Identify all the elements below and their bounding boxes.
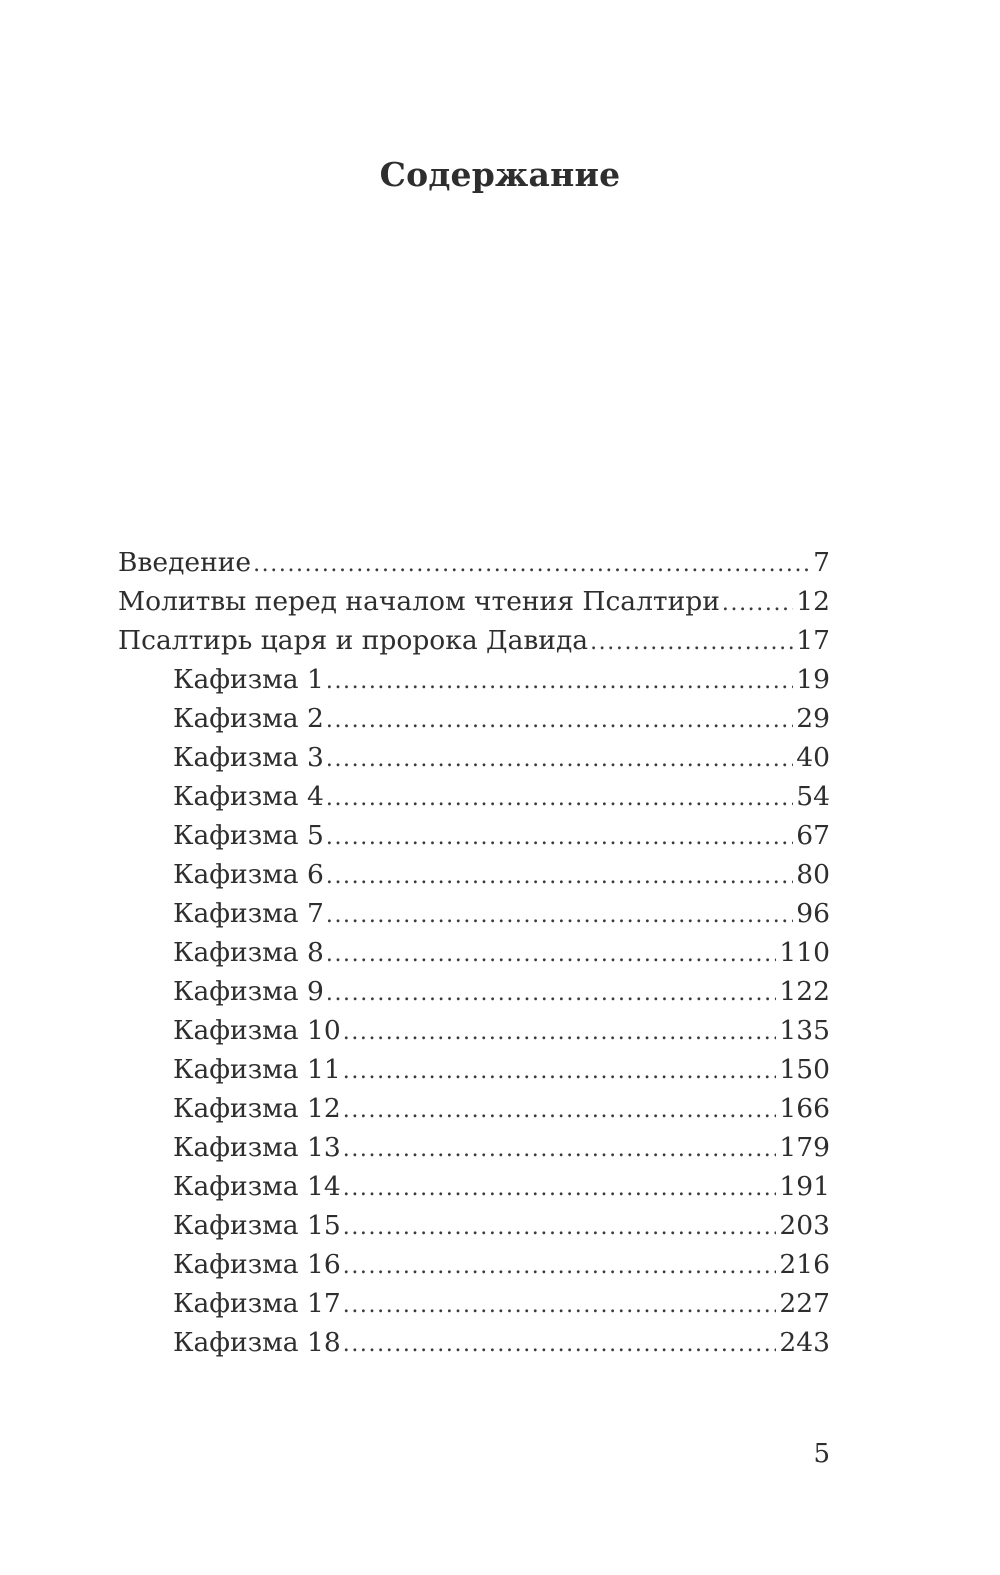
dot-leader	[253, 545, 810, 582]
dot-leader	[326, 701, 793, 738]
toc-subentry[interactable]	[118, 855, 830, 894]
dot-leader	[343, 1169, 777, 1206]
toc-entry-label: Кафизма 15	[173, 1210, 341, 1241]
dot-leader	[343, 1286, 777, 1323]
toc-entry-page: 166	[779, 1093, 830, 1124]
dot-leader	[326, 779, 793, 816]
toc-entry-page: 7	[813, 547, 830, 578]
dot-leader	[343, 1052, 777, 1089]
toc-entry-label: Кафизма 6	[173, 859, 324, 890]
dot-leader	[343, 1208, 777, 1245]
toc-entry-page: 122	[779, 976, 830, 1007]
toc-entry-page: 54	[796, 781, 830, 812]
dot-leader	[343, 1013, 777, 1050]
toc-entry-label: Кафизма 16	[173, 1249, 341, 1280]
toc-entry-label: Молитвы перед началом чтения Псалтири	[118, 586, 720, 617]
toc-entry-page: 179	[779, 1132, 830, 1163]
toc-entry-label: Кафизма 17	[173, 1288, 341, 1319]
toc-entry-label: Кафизма 10	[173, 1015, 341, 1046]
dot-leader	[326, 662, 793, 699]
dot-leader	[326, 740, 793, 777]
toc-entry-page: 67	[796, 820, 830, 851]
dot-leader	[343, 1325, 777, 1362]
dot-leader	[343, 1091, 777, 1128]
toc-entry-page: 40	[796, 742, 830, 773]
toc-entry[interactable]	[118, 582, 830, 621]
toc-subentry[interactable]	[118, 1206, 830, 1245]
dot-leader	[326, 857, 793, 894]
toc-subentry[interactable]	[118, 1089, 830, 1128]
toc-entry-label: Введение	[118, 547, 252, 578]
toc-entry-label: Кафизма 7	[173, 898, 324, 929]
toc-entry-page: 227	[779, 1288, 830, 1319]
dot-leader	[326, 935, 777, 972]
toc-subentry[interactable]	[118, 777, 830, 816]
toc-entry[interactable]	[118, 543, 830, 582]
toc-subentry[interactable]	[118, 738, 830, 777]
toc-entry-page: 216	[779, 1249, 830, 1280]
toc-entry-label: Кафизма 3	[173, 742, 324, 773]
toc-entry-label: Кафизма 13	[173, 1132, 341, 1163]
toc-entry-label: Кафизма 1	[173, 664, 324, 695]
toc-subentry[interactable]	[118, 699, 830, 738]
toc-entry-page: 203	[779, 1210, 830, 1241]
dot-leader	[326, 974, 777, 1011]
toc-entry-page: 17	[796, 625, 830, 656]
table-of-contents	[118, 543, 830, 1362]
toc-entry-label: Кафизма 9	[173, 976, 324, 1007]
toc-subentry[interactable]	[118, 816, 830, 855]
toc-entry-label: Кафизма 8	[173, 937, 324, 968]
toc-entry-label: Псалтирь царя и пророка Давида	[118, 625, 589, 656]
toc-entry-page: 12	[796, 586, 830, 617]
toc-subentry[interactable]	[118, 1128, 830, 1167]
toc-entry-page: 19	[796, 664, 830, 695]
toc-subentry[interactable]	[118, 1245, 830, 1284]
toc-entry-page: 135	[779, 1015, 830, 1046]
page-number: 5	[813, 1439, 830, 1469]
toc-entry-label: Кафизма 5	[173, 820, 324, 851]
dot-leader	[326, 818, 793, 855]
toc-entry-page: 96	[796, 898, 830, 929]
toc-entry-label: Кафизма 4	[173, 781, 324, 812]
toc-subentry[interactable]	[118, 1284, 830, 1323]
toc-subentry[interactable]	[118, 1323, 830, 1362]
page-title: Содержание	[379, 155, 621, 194]
toc-subentry[interactable]	[118, 660, 830, 699]
toc-entry-label: Кафизма 14	[173, 1171, 341, 1202]
toc-entry-page: 243	[779, 1327, 830, 1358]
toc-subentry[interactable]	[118, 972, 830, 1011]
toc-subentry[interactable]	[118, 933, 830, 972]
dot-leader	[590, 623, 793, 660]
toc-subentry[interactable]	[118, 1167, 830, 1206]
toc-subentry[interactable]	[118, 1050, 830, 1089]
toc-entry-page: 191	[779, 1171, 830, 1202]
toc-entry-page: 80	[796, 859, 830, 890]
toc-entry[interactable]	[118, 621, 830, 660]
toc-entry-label: Кафизма 18	[173, 1327, 341, 1358]
dot-leader	[343, 1247, 777, 1284]
dot-leader	[722, 584, 793, 621]
toc-entry-label: Кафизма 12	[173, 1093, 341, 1124]
toc-entry-label: Кафизма 11	[173, 1054, 341, 1085]
dot-leader	[326, 896, 793, 933]
toc-entry-page: 29	[796, 703, 830, 734]
toc-entry-page: 110	[779, 937, 830, 968]
dot-leader	[343, 1130, 777, 1167]
toc-entry-label: Кафизма 2	[173, 703, 324, 734]
toc-subentry[interactable]	[118, 894, 830, 933]
toc-entry-page: 150	[779, 1054, 830, 1085]
toc-subentry[interactable]	[118, 1011, 830, 1050]
